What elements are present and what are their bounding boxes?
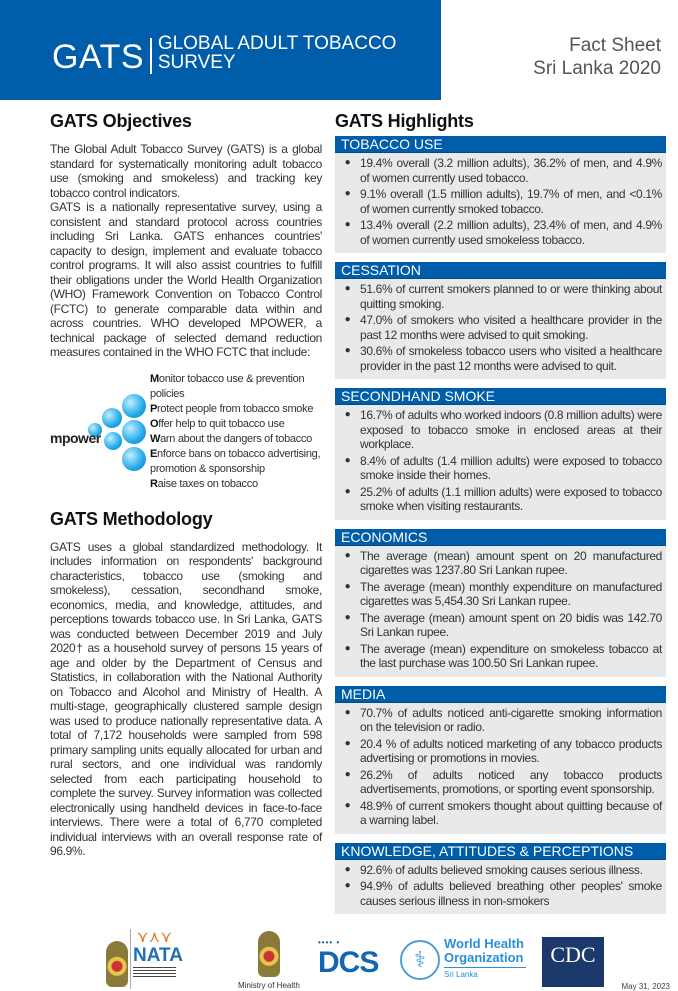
fact-sheet-label [533,34,661,80]
publication-date: May 31, 2023 [621,982,670,991]
list-item [335,799,662,828]
left-column [50,110,322,859]
nata-logo: ⋎⋏⋎ NATA [130,929,176,989]
mpower-item: Monitor tobacco use & prevention policies [150,372,305,400]
item-text: 48.9% of current smokers thought about quitting because of a warning label. [360,798,662,827]
bullet-icon: ● [344,880,351,891]
survey-title: GLOBAL ADULT TOBACCO SURVEY [157,33,397,73]
list-item [335,737,662,766]
highlight-section [335,843,666,915]
section-body [335,546,666,677]
methodology-paragraph: GATS uses a global standardized methodology. It includes information on respondents' background characteristics, tobacco use (smoking and smokeless), cessation, secondhand smoke, economics, media, and knowledge, attitudes, and perceptions towards tobacco use. In Sri Lanka, GATS was conducted between December 2019 and July 2020† as a household survey of persons 15 years of age and older by the Department of Census and Statistics, in collaboration with the National Authority on Tobacco and Alcohol and Ministry of Health. A multi-stage, geographically clustered sample design was used to produce nationally representative data. A total of 7,172 households were sampled from 598 primary sampling units equally allocated for urban and rural sectors, and one individual was randomly selected from each participating household to complete the survey. Survey information was collected electronically using handheld devices in face-to-face interviews. There were a total of 6,770 completed individual interviews with an overall response rate of 96.9%. [50,539,322,858]
mpower-item: Protect people from tobacco smoke [150,402,314,415]
item-text: 19.4% overall (3.2 million adults), 36.2% of men, and 4.9% of women currently used tobacco. [360,156,662,185]
ministry-of-health-logo: Ministry of Health [238,931,300,990]
bullet-icon: ● [344,642,351,654]
list-item [335,344,662,373]
item-text: 30.6% of smokeless tobacco users who visited a healthcare provider in the past 12 months were advised to quit. [360,344,662,373]
item-text: 51.6% of current smokers planned to or were thinking about quitting smoking. [360,282,662,311]
header-banner [0,0,441,100]
bullet-icon: ● [344,737,351,749]
bullet-icon: ● [344,283,351,294]
item-text: 70.7% of adults noticed anti-cigarette smoking information on the television or radio. [360,705,662,734]
list-item [335,282,662,311]
list-item [335,313,662,342]
bullet-icon: ● [344,863,351,875]
mpower-item: Enforce bans on tobacco advertising, promotion & sponsorship [150,447,321,475]
sri-lanka-emblem [106,941,128,987]
objectives-paragraph: The Global Adult Tobacco Survey (GATS) is a global standard for systematically monitoring adult tobacco use (smoking and smokeless) and tracking key tobacco control indicators. [50,142,322,200]
list-item [335,187,662,216]
highlight-section [335,686,666,834]
bullet-icon: ● [344,485,351,497]
mpower-item: Offer help to quit tobacco use [150,417,285,430]
section-header: MEDIA [335,686,666,703]
bullet-icon: ● [344,219,351,230]
item-text: The average (mean) amount spent on 20 manufactured cigarettes was 1237.80 Sri Lankan rupee. [360,548,662,577]
section-body [335,860,666,915]
bullet-icon: ● [344,799,351,811]
item-text: The average (mean) amount spent on 20 bidis was 142.70 Sri Lankan rupee. [360,610,662,639]
bullet-icon: ● [344,549,351,561]
objectives-title: GATS Objectives [50,111,192,131]
list-item [335,454,662,483]
bullet-icon: ● [344,314,351,325]
list-item [335,580,662,609]
bullet-icon: ● [344,188,351,199]
highlights-title: GATS Highlights [335,111,474,131]
mpower-item: Raise taxes on tobacco [150,477,258,490]
mpower-logo: mpower [50,372,150,492]
item-text: 26.2% of adults noticed any tobacco products advertisements, promotions, or sporting event sponsorship. [360,767,662,796]
item-text: 16.7% of adults who worked indoors (0.8 million adults) were exposed to tobacco smoke in enclosed areas at their workplace. [360,408,662,451]
country-year: Sri Lanka 2020 [533,58,661,79]
section-body [335,279,666,379]
objectives-paragraph-2: GATS is a nationally representative survey, using a consistent and standard protocol across countries including Sri Lanka. GATS enhances countries' capacity to design, implement and evaluate tobacco control programs. It will also assist countries to fulfill their obligations under the World Health Organization (WHO) Framework Convention on Tobacco Control (FCTC) to generate comparable data within and across countries. WHO developed MPOWER, a technical package of selected demand reduction measures contained in the WHO FCTC that include: [50,200,322,359]
section-header: ECONOMICS [335,529,666,546]
item-text: The average (mean) expenditure on smokeless tobacco at the last purchase was 100.50 Sri Lankan rupee. [360,641,662,670]
item-text: 13.4% overall (2.2 million adults), 23.4% of men, and 4.9% of women currently used smokeless tobacco. [360,218,662,247]
item-text: 8.4% of adults (1.4 million adults) were exposed to tobacco smoke inside their homes. [360,453,662,482]
highlight-section [335,529,666,677]
bullet-icon: ● [344,157,351,168]
section-body [335,405,666,520]
section-header: CESSATION [335,262,666,279]
item-text: 47.0% of smokers who visited a healthcare provider in the past 12 months were advised to quit smoking. [360,313,662,342]
highlight-section [335,388,666,520]
bullet-icon: ● [344,611,351,623]
list-item [335,485,662,514]
item-text: 92.6% of adults believed smoking causes serious illness. [360,862,643,877]
bullet-icon: ● [344,768,351,780]
bullet-icon: ● [344,409,351,420]
list-item [335,408,662,452]
list-item [335,863,662,878]
bullet-icon: ● [344,706,351,718]
who-logo: ⚕ World Health Organization Sri Lanka [400,937,526,982]
list-item [335,642,662,671]
footer-logos [100,927,678,991]
section-header: KNOWLEDGE, ATTITUDES & PERCEPTIONS [335,843,666,860]
list-item [335,549,662,578]
section-body [335,703,666,834]
list-item [335,706,662,735]
methodology-title: GATS Methodology [50,508,213,529]
acronym: GATS [52,38,145,76]
list-item [335,218,662,247]
fact-sheet: Fact Sheet [569,35,661,56]
bullet-icon: ● [344,345,351,356]
list-item [335,879,662,908]
item-text: The average (mean) monthly expenditure on manufactured cigarettes was 5,454.30 Sri Lankan rupee. [360,579,662,608]
mpower-list [150,372,322,492]
item-text: 25.2% of adults (1.1 million adults) were exposed to tobacco smoke when visiting restaurants. [360,484,662,513]
content-columns [0,100,678,923]
highlights-column [335,110,666,923]
section-body [335,153,666,253]
item-text: 94.9% of adults believed breathing other peoples' smoke causes serious illness in non-smokers [360,879,662,908]
list-item [335,156,662,185]
divider [150,38,152,74]
list-item [335,611,662,640]
dcs-logo: •••• • DCS [318,938,379,979]
list-item [335,768,662,797]
bullet-icon: ● [344,580,351,592]
mpower-item: Warn about the dangers of tobacco [150,432,312,445]
highlight-sections [335,136,666,914]
header [0,0,678,100]
section-header: SECONDHAND SMOKE [335,388,666,405]
section-header: TOBACCO USE [335,136,666,153]
item-text: 20.4 % of adults noticed marketing of any tobacco products advertising or promotions in movies. [360,736,662,765]
bullet-icon: ● [344,454,351,466]
cdc-logo: CDC [542,937,604,987]
item-text: 9.1% overall (1.5 million adults), 19.7% of men, and <0.1% of women currently smoked tobacco. [360,187,662,216]
highlight-section [335,136,666,253]
mpower-block [50,372,322,492]
highlight-section [335,262,666,379]
